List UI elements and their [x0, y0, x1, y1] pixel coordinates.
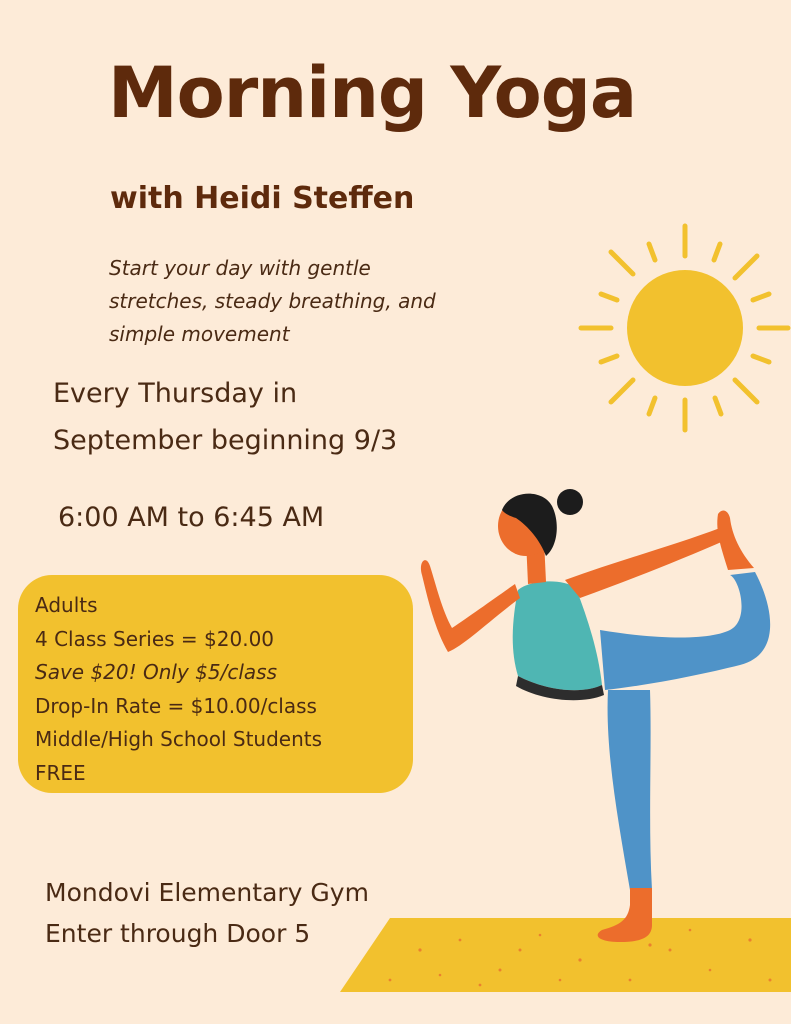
- schedule: [53, 370, 473, 464]
- tagline-line: stretches, steady breathing, and: [109, 289, 436, 313]
- tagline-line: simple movement: [109, 322, 290, 346]
- yoga-mat: [340, 918, 791, 992]
- class-time: 6:00 AM to 6:45 AM: [58, 502, 325, 533]
- drop-in-price: Drop-In Rate = $10.00/class: [35, 693, 317, 718]
- savings-note: Save $20! Only $5/class: [35, 660, 278, 684]
- poster-title: Morning Yoga: [108, 52, 637, 134]
- students-heading: Middle/High School Students: [35, 727, 323, 751]
- location: [45, 872, 369, 954]
- location-entrance: Enter through Door 5: [45, 919, 311, 948]
- instructor-subtitle: with Heidi Steffen: [110, 181, 415, 216]
- tagline-line: Start your day with gentle: [109, 256, 371, 280]
- adults-heading: Adults: [35, 593, 98, 617]
- schedule-line: Every Thursday in: [53, 378, 298, 409]
- location-name: Mondovi Elementary Gym: [45, 878, 369, 907]
- yoga-dancer-illustration: [330, 480, 791, 994]
- students-price: FREE: [35, 760, 86, 785]
- series-price: 4 Class Series = $20.00: [35, 626, 275, 651]
- tagline: [109, 252, 529, 351]
- sun-icon: [575, 222, 791, 438]
- schedule-line: September beginning 9/3: [53, 425, 398, 456]
